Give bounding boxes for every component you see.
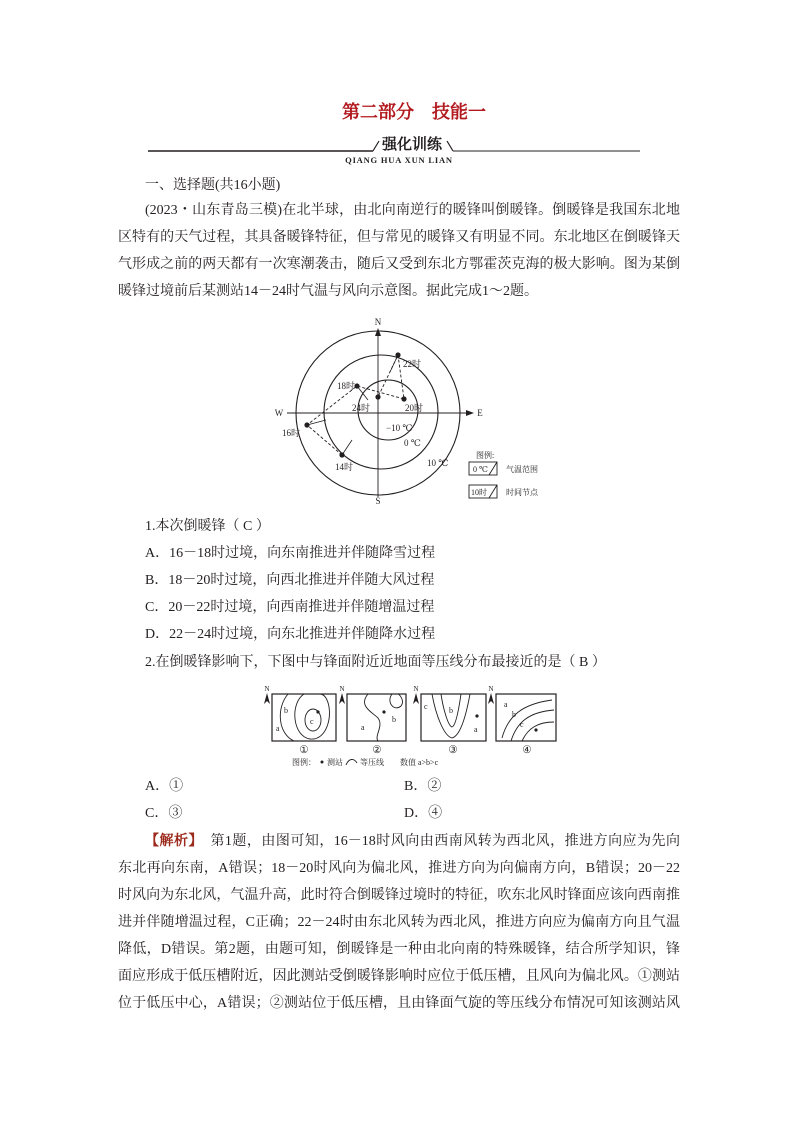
legend-temp-slant bbox=[489, 462, 497, 475]
isobar-value-label: c bbox=[520, 720, 524, 729]
panel-caption: ② bbox=[372, 745, 382, 756]
legend-title: 图例: bbox=[476, 451, 495, 460]
analysis-line: 位于低压中心，A错误；②测站位于低压槽，且由锋面气旋的等压线分布情况可知该测站风 bbox=[118, 996, 680, 1011]
svg-text:N: N bbox=[413, 685, 419, 693]
isobar-legend-isobar: 等压线 bbox=[360, 758, 384, 767]
analysis-line: 进并伴随增温过程，C正确；22－24时由东北风转为西北风，推进方向应为偏南方向且气温 bbox=[118, 915, 680, 930]
question-2-option-c: C．③ bbox=[145, 806, 183, 821]
legend-temp-sample: 0 ℃ bbox=[473, 465, 488, 474]
question-1-option-a: A．16－18时过境，向东南推进并伴随降雪过程 bbox=[145, 546, 436, 561]
north-arrow-icon bbox=[375, 328, 381, 336]
svg-text:N: N bbox=[488, 685, 494, 693]
station-dot-icon bbox=[321, 761, 324, 764]
north-marker bbox=[488, 685, 494, 704]
legend-time-sample: 10时 bbox=[471, 488, 487, 497]
station-dot bbox=[316, 710, 319, 713]
banner-left-slant bbox=[373, 141, 379, 151]
isobar-legend-values: 数值 a>b>c bbox=[400, 758, 439, 767]
time-point-20 bbox=[401, 396, 406, 401]
legend-time-slant bbox=[489, 485, 497, 498]
isobar-value-label: a bbox=[361, 723, 365, 732]
analysis-line: 时风向为东北风，气温升高，此时符合倒暖锋过境时的特征，吹东北风时锋面应该向西南推 bbox=[118, 888, 680, 903]
time-label-24: 24时 bbox=[352, 403, 371, 413]
north-arrow-icon bbox=[413, 693, 419, 704]
intro-line: 区特有的天气过程，其具备暖锋特征，但与常见的暖锋又有明显不同。东北地区在倒暖锋天 bbox=[118, 230, 680, 245]
analysis-first-line bbox=[145, 833, 680, 851]
time-point-18 bbox=[354, 383, 359, 388]
wind-shaft bbox=[342, 440, 352, 455]
isobar-panel-3 bbox=[421, 694, 486, 741]
north-arrow-icon bbox=[339, 693, 345, 704]
time-point-22 bbox=[395, 352, 400, 357]
time-label-22: 22时 bbox=[403, 359, 422, 369]
isobar-legend-station: 测站 bbox=[327, 758, 343, 767]
isobar-panel-2 bbox=[347, 694, 406, 741]
isobar-legend-title: 图例： bbox=[292, 758, 316, 767]
time-point-16 bbox=[304, 422, 309, 427]
question-1-stem: 1.本次倒暖锋（ C ） bbox=[145, 519, 270, 534]
isotherm-label-10: 10 ℃ bbox=[427, 458, 449, 468]
isobar-value-label: c bbox=[310, 717, 314, 726]
question-2-option-a: A．① bbox=[145, 779, 184, 794]
question-1-option-c: C．20－22时过境，向西南推进并伴随增温过程 bbox=[145, 600, 435, 615]
isobar-panel-1 bbox=[272, 694, 336, 741]
legend-time-label: 时间节点 bbox=[506, 488, 538, 497]
question-1-option-d: D．22－24时过境，向东北推进并伴随降水过程 bbox=[145, 627, 436, 642]
isotherm-label-0: 0 ℃ bbox=[404, 438, 421, 448]
svg-text:N: N bbox=[339, 685, 345, 693]
time-label-16: 16时 bbox=[282, 428, 301, 438]
time-label-14: 14时 bbox=[335, 462, 354, 472]
wind-shaft bbox=[307, 420, 326, 425]
panel-caption: ① bbox=[299, 745, 309, 756]
isobar-panel-4 bbox=[496, 694, 556, 741]
part-title: 第二部分 技能一 bbox=[342, 102, 486, 122]
question-2-option-d: D．④ bbox=[404, 806, 443, 821]
intro-line: 气形成之前的两天都有一次寒潮袭击，随后又受到东北方鄂霍茨克海的极大影响。图为某倒 bbox=[118, 257, 680, 272]
panel-caption: ③ bbox=[448, 745, 458, 756]
analysis-line: 降低，D错误。第2题，由题可知，倒暖锋是一种由北向南的特殊暖锋，结合所学知识，锋 bbox=[118, 942, 680, 957]
axis-label-west: W bbox=[274, 408, 284, 418]
north-arrow-icon bbox=[488, 693, 494, 704]
isobar-value-label: c bbox=[424, 702, 428, 711]
time-point-14 bbox=[339, 452, 344, 457]
north-marker bbox=[413, 685, 419, 704]
isobar-value-label: a bbox=[504, 700, 508, 709]
axis-label-east: E bbox=[477, 408, 483, 418]
time-label-20: 20时 bbox=[405, 403, 424, 413]
axis-label-south: S bbox=[375, 496, 381, 506]
banner-pinyin: QIANG HUA XUN LIAN bbox=[345, 155, 453, 165]
legend-temp-label: 气温范围 bbox=[506, 465, 538, 474]
time-point-24 bbox=[375, 394, 380, 399]
analysis-first-line-text: 第1题，由图可知，16－18时风向由西南风转为西北风，推进方向应为先向 bbox=[195, 834, 681, 849]
isobar-panels-figure bbox=[260, 684, 565, 772]
question-2-option-b: B．② bbox=[404, 779, 442, 794]
isobar-value-label: b bbox=[512, 710, 516, 719]
question-2-stem: 2.在倒暖锋影响下，下图中与锋面附近近地面等压线分布最接近的是（ B ） bbox=[145, 655, 606, 670]
station-dot bbox=[475, 714, 478, 717]
isobar-value-label: b bbox=[449, 706, 453, 715]
station-dot bbox=[382, 710, 385, 713]
analysis-line: 东北再向东南，A错误；18－20时风向为偏北风，推进方向为向偏南方向，B错误；20－22 bbox=[118, 861, 680, 876]
isobar-value-label: a bbox=[474, 725, 478, 734]
temperature-wind-diagram bbox=[262, 312, 562, 510]
north-marker bbox=[264, 685, 270, 704]
svg-text:N: N bbox=[264, 685, 270, 693]
north-marker bbox=[339, 685, 345, 704]
station-dot bbox=[534, 728, 537, 731]
section-title: 一、选择题(共16小题) bbox=[145, 178, 281, 193]
time-label-18: 18时 bbox=[337, 381, 356, 391]
question-1-option-b: B．18－20时过境，向西北推进并伴随大风过程 bbox=[145, 573, 435, 588]
analysis-tag: 【解析】 bbox=[145, 834, 196, 849]
north-arrow-icon bbox=[264, 693, 270, 704]
intro-line: (2023・山东青岛三模)在北半球，由北向南逆行的暖锋叫倒暖锋。倒暖锋是我国东北地 bbox=[145, 203, 680, 218]
banner-title: 强化训练 bbox=[382, 137, 443, 153]
panel-caption: ④ bbox=[522, 745, 532, 756]
banner-right-slant bbox=[447, 141, 453, 151]
isotherm-label-minus10: −10 ℃ bbox=[386, 423, 413, 433]
wind-shaft bbox=[390, 355, 398, 372]
isobar-value-label: b bbox=[392, 715, 396, 724]
isobar-value-label: a bbox=[276, 724, 280, 733]
analysis-line: 面应形成于低压槽附近，因此测站受倒暖锋影响时应位于低压槽，且风向为偏北风。①测站 bbox=[118, 969, 680, 984]
isobar-curve-icon bbox=[346, 759, 357, 765]
east-arrow-icon bbox=[466, 410, 474, 416]
axis-label-north: N bbox=[374, 317, 382, 327]
wind-shaft bbox=[357, 386, 368, 400]
intro-line: 暖锋过境前后某测站14－24时气温与风向示意图。据此完成1～2题。 bbox=[118, 284, 538, 299]
isobar-value-label: b bbox=[284, 706, 288, 715]
